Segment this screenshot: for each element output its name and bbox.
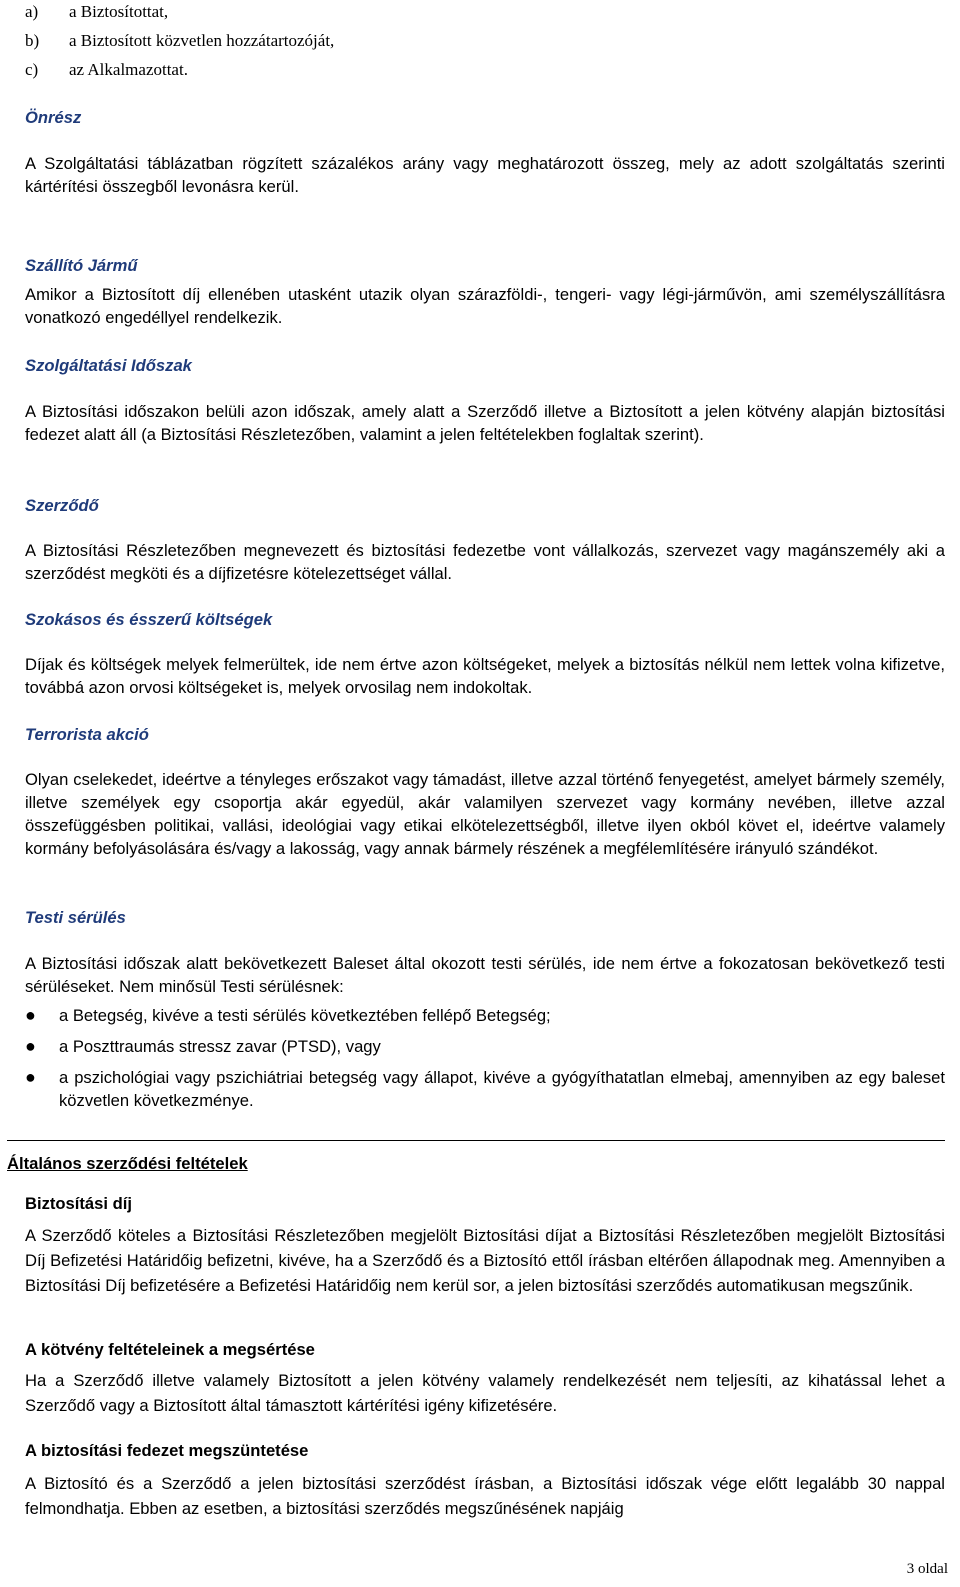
list-text: a Biztosított közvetlen hozzátartozóját, [69, 31, 335, 50]
heading-onresz: Önrész [25, 108, 82, 127]
body-fedezet-megszuntetes: A Biztosító és a Szerződő a jelen biztosítási szerződést írásban, a Biztosítási időszak vége előtt legalább 30 nappal felmondhatja. Ebben az esetben, a biztosítási szerződés megszűnésének napjáig [25, 1474, 945, 1518]
body-biztositasi-dij: A Szerződő köteles a Biztosítási Részletezőben megjelölt Biztosítási díjat a Biztosítási Részletezőben megjelölt Biztosítási Díj Befizetési Határidőig befizetni, kivéve, ha a Szerződő és a Biztosító ettől írásban eltérően állapodnak meg. Amennyiben a Biztosítási Díj befizetésére a Befizetési Határidőig nem kerül sor, a jelen biztosítási szerződés automatikusan megszűnik. [25, 1226, 945, 1295]
bullet-dot-icon: ● [25, 1036, 36, 1056]
heading-terrorista-akcio: Terrorista akció [25, 725, 149, 744]
list-item [25, 58, 188, 81]
bullet-dot-icon: ● [25, 1067, 36, 1087]
body-szerzodo: A Biztosítási Részletezőben megnevezett és biztosítási fedezetbe vont vállalkozás, szervezet vagy magánszemély aki a szerződést megköti és a díjfizetésre kötelezettséget vállal. [25, 541, 945, 583]
page-number: 3 oldal [906, 1561, 948, 1577]
list-marker: b) [25, 31, 40, 50]
bullet-text: a Betegség, kivéve a testi sérülés következtében fellépő Betegség; [59, 1006, 551, 1025]
heading-szerzodo: Szerződő [25, 496, 99, 515]
body-onresz: A Szolgáltatási táblázatban rögzített százalékos arány vagy meghatározott összeg, mely az adott szolgáltatás szerinti kártérítési összegből levonásra kerül. [25, 154, 945, 196]
list-item [25, 29, 334, 52]
body-testi-serules: A Biztosítási időszak alatt bekövetkezett Baleset által okozott testi sérülés, ide nem értve a fokozatosan bekövetkező testi sérüléseket. Nem minősül Testi sérülésnek: [25, 954, 945, 996]
list-text: az Alkalmazottat. [69, 60, 188, 79]
body-szallito-jarmu: Amikor a Biztosított díj ellenében utasként utazik olyan szárazföldi-, tengeri- vagy légi-járművön, ami személyszállításra vonatkozó engedéllyel rendelkezik. [25, 285, 945, 327]
heading-biztositasi-dij: Biztosítási díj [25, 1194, 132, 1213]
bullet-dot-icon: ● [25, 1005, 36, 1025]
body-terrorista-akcio: Olyan cselekedet, ideértve a tényleges erőszakot vagy támadást, illetve azzal történő fenyegetést, amelyet bármely személy, illetve személyek egy csoportja akár egyedül, akár valamilyen szervezet vagy kormány nevében, illetve azzal összefüggésben politikai, vallási, ideológiai vagy etikai elkötelezettségből, illetve ilyen okból követ el, ideértve valamely kormány befolyásolására és/vagy a lakosság, vagy annak bármely részének a megfélemlítésére irányuló szándékot. [25, 770, 945, 858]
heading-kotveny-megsertes: A kötvény feltételeinek a megsértése [25, 1340, 315, 1359]
body-kotveny-megsertes: Ha a Szerződő illetve valamely Biztosított a jelen kötvény valamely rendelkezését nem teljesíti, az kihatással lehet a Szerződő vagy a Biztosított által támasztott kártérítési igény kifizetésére. [25, 1371, 945, 1415]
heading-testi-serules: Testi sérülés [25, 908, 126, 927]
heading-fedezet-megszuntetes: A biztosítási fedezet megszüntetése [25, 1441, 309, 1460]
bullet-text: a Poszttraumás stressz zavar (PTSD), vagy [59, 1037, 381, 1056]
list-marker: a) [25, 2, 39, 21]
section-title: Általános szerződési feltételek [7, 1154, 248, 1173]
list-item [25, 0, 168, 23]
list-marker: c) [25, 60, 39, 79]
heading-szokasos-koltsegek: Szokásos és ésszerű költségek [25, 610, 273, 629]
heading-szallito-jarmu: Szállító Jármű [25, 256, 138, 275]
list-text: a Biztosítottat, [69, 2, 169, 21]
heading-szolgaltatasi-idoszak: Szolgáltatási Időszak [25, 356, 192, 375]
section-divider [7, 1140, 945, 1141]
body-szolgaltatasi-idoszak: A Biztosítási időszakon belüli azon időszak, amely alatt a Szerződő illetve a Biztosított a jelen kötvény alapján biztosítási fedezet alatt áll (a Biztosítási Részletezőben, valamint a jelen feltételekben foglaltak szerint). [25, 402, 945, 444]
bullet-text: a pszichológiai vagy pszichiátriai betegség vagy állapot, kivéve a gyógyíthatatlan elmebaj, amennyiben az egy baleset közvetlen következménye. [59, 1068, 945, 1110]
body-szokasos-koltsegek: Díjak és költségek melyek felmerültek, ide nem értve azon költségeket, melyek a biztosítás nélkül nem lettek volna kifizetve, továbbá azon orvosi költségeket is, melyek orvosilag nem indokoltak. [25, 655, 945, 697]
